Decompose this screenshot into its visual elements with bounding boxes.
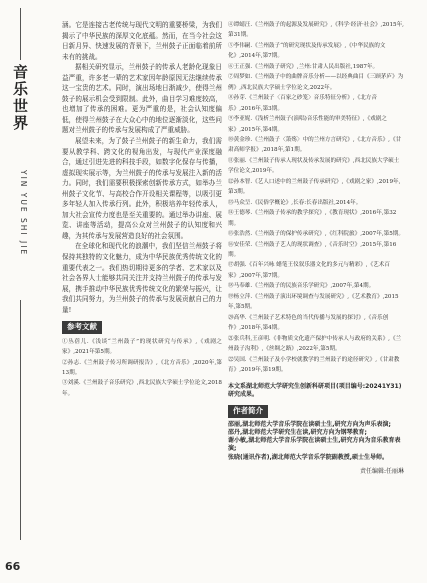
references-heading: 参考文献: [62, 321, 102, 334]
reference-item: ⑯安佳荣.《兰州鼓子艺人的现状调查》,《音乐时空》,2015年,第16期。: [228, 241, 397, 258]
sidebar: [0, 0, 40, 583]
sidebar-divider-top: [20, 8, 21, 60]
editor-line: 责任编辑:任丽琳: [359, 467, 404, 475]
references-column: [228, 20, 404, 477]
reference-item: ⑰胡强.《百年兴咏 蜡笔王仪叙乐器文化的多元与精彩》,《艺术百家》,2007年,第7期。: [228, 262, 390, 279]
magazine-title: 音乐世界: [11, 64, 29, 132]
reference-item: ①丛蓓儿.《浅谈“兰州鼓子”的现状研究与传承》,《戏剧之家》,2021年第5期。: [62, 338, 222, 356]
reference-item: ③刘溪.《兰州鼓子音乐研究》,西北民族大学硕士学位论文,2018年。: [62, 380, 222, 397]
body-paragraph: 据相关研究显示，兰州鼓子的传承人老龄化现象日益严重，许多老一辈的艺术家因年龄原因无法继续传承这一宝贵的艺术。同时，演出场地日渐减少，使得兰州鼓子的展示机会受到限制。此外，曲目学习难度较高，也增加了传承的困难。更为严重的是，社会认知度偏低，使得兰州鼓子在大众心中的地位逐渐淡化，这些问题对兰州鼓子的传承与发展构成了严重威胁。: [62, 63, 222, 135]
reference-item: ⑳高华.《兰州鼓子艺术特色的当代传播与发展的探讨》,《音乐创作》,2018年,第4期。: [228, 314, 389, 332]
reference-item: ㉑张兵科,王彦明.《非物质文化遗产保护中传承人与政府的关系》,《兰州鼓子沟利》,《丝绸之路》,2022年,第5期。: [228, 335, 402, 353]
reference-item: ⑮张浩然.《兰州鼓子的保护传承研究》,《红科院旅》,2007年,第5期。: [228, 231, 404, 238]
main-text-column: [62, 20, 222, 399]
page-number: 66: [5, 560, 21, 573]
body-paragraph: 展望未来，为了鼓子兰州鼓子的新生命力，我们需要从教学科、跨文化的视角出发，与现代产业深度融合，通过引进先进的科技手段，如数字化保存与传播，虚拟现实展示等，为兰州鼓子的传承与发展注入新的活力。同时，我们需要积极探索创新传承方式，如举办兰州鼓子文化节、与高校合作开设相关课程等，以吸引更多年轻人加入传承行列。此外，积极培养年轻传承人，加大社会宣传力度也是至关重要的。通过举办讲座、展览、讲座等活动，提高公众对兰州鼓子的认知度和兴趣，为其传承与发展营造良好的社会氛围。: [62, 137, 222, 240]
reference-item: ⑧孙芽.《兰州鼓子〈百家之砂笼〉音乐特征分析》,《北方音乐》,2016年,第3期。: [228, 95, 377, 112]
magazine-pinyin: YIN YUE SHI JIE: [19, 170, 28, 257]
reference-item: ②孙志.《兰州鼓子传习所调研报告》,《北方音乐》,2020年,第13期。: [62, 359, 222, 377]
author-heading: 作者简介: [228, 405, 268, 417]
reference-item: ㉒吴国.《兰州鼓子及小学校就教学的兰州鼓子的途径研究》,《甘肃教育》,2019年,第19期。: [228, 356, 400, 373]
reference-item: ⑭王德琴.《兰州鼓子传承的教学探究》,《教育现状》,2016年,第32期。: [228, 210, 397, 227]
reference-item: ⑪张丽.《兰州鼓子传承人现状及传承发展的研究》,西北民族大学硕士学位论文,2019年。: [228, 157, 400, 175]
reference-item: ⑨李亚妮.《浅析兰州鼓子(演唱)音乐性能的审美特征》,《戏剧之家》,2015年,第4期。: [228, 116, 387, 133]
project-note: 本文系湖北师范大学研究生创新科研项目(项目编号:20241Y31)研究成果。: [228, 383, 402, 399]
references-list-left: [62, 337, 222, 399]
reference-item: ⑦周梦如.《兰州鼓子中的曲牌音乐分析——以经典曲目《三顾茅庐》为例》,西北民族大学硕士学位论文,2022年。: [228, 74, 404, 91]
reference-item: ⑬马众呈.《民俗学概论》,长春:长春出版社,2014年。: [228, 199, 362, 206]
author-info: [228, 421, 404, 462]
reference-item: ⑲杨立萍.《兰州鼓子演出环境调查与发展研究》,《艺术教育》,2015年,第5期。: [228, 293, 399, 311]
reference-item: ⑱马奉雄.《兰州鼓子的民族音乐学研究》,2007年,第4期。: [228, 283, 375, 290]
body-paragraph: 涵。它是连接古老传统与现代文明的重要桥梁，为我们揭示了中华民族的深厚文化底蕴。然而，在当今社会这日新月异、快速发展的背景下，兰州鼓子正面临着前所未有的挑战。: [62, 21, 222, 61]
author-line: 邵丽,湖北师范大学音乐学院在读硕士生,研究方向为声乐表演;: [228, 420, 391, 428]
author-line: 张晓(通讯作者),湖北师范大学音乐学院副教授,硕士生导师。: [228, 453, 389, 461]
reference-item: ④谭蜻汪.《兰州鼓子的起源及发展研究》,《科学·经济·社会》,2015年,第31期。: [228, 22, 404, 39]
reference-item: ⑥王正强.《兰州鼓子研究》,兰州:甘肃人民出版社,1987年。: [228, 63, 379, 70]
reference-item: ⑤李伟嗣.《兰州鼓子“的研究现状及传承发展》,《中华民族的文化》,2014年,第7期。: [228, 42, 386, 60]
author-line: 谢小敏,湖北师范大学音乐学院在读硕士生,研究方向为音乐教育表演;: [228, 437, 401, 453]
body-paragraph: 在全球化和现代化的浪潮中，我们坚信兰州鼓子将保持其独特的文化魅力，成为中华民族优秀传统文化的重要代表之一。我们热切期待更多的学者、艺术家以及社会各界人士能够共同关注并支持兰州鼓子的传承与发展，携手推动中华民族优秀传统文化的繁荣与振兴，让我们共同努力，为兰州鼓子的传承与发展贡献自己的力量!: [62, 242, 222, 314]
reference-item: ⑩黄金珍.《兰州鼓子〈箫殇〉中的兰州方言研究》,《北方音乐》,《甘肃高师学报》,2018年,第1期。: [228, 136, 402, 154]
sidebar-divider-bottom: [20, 300, 21, 540]
reference-item: ⑫孙本智.《艺人口述中的兰州鼓子传承研究》,《戏剧之家》,2019年,第3期。: [228, 178, 401, 196]
author-line: 邵丹,湖北师范大学研究生在读,研究方向为钢琴教育;: [228, 429, 367, 437]
